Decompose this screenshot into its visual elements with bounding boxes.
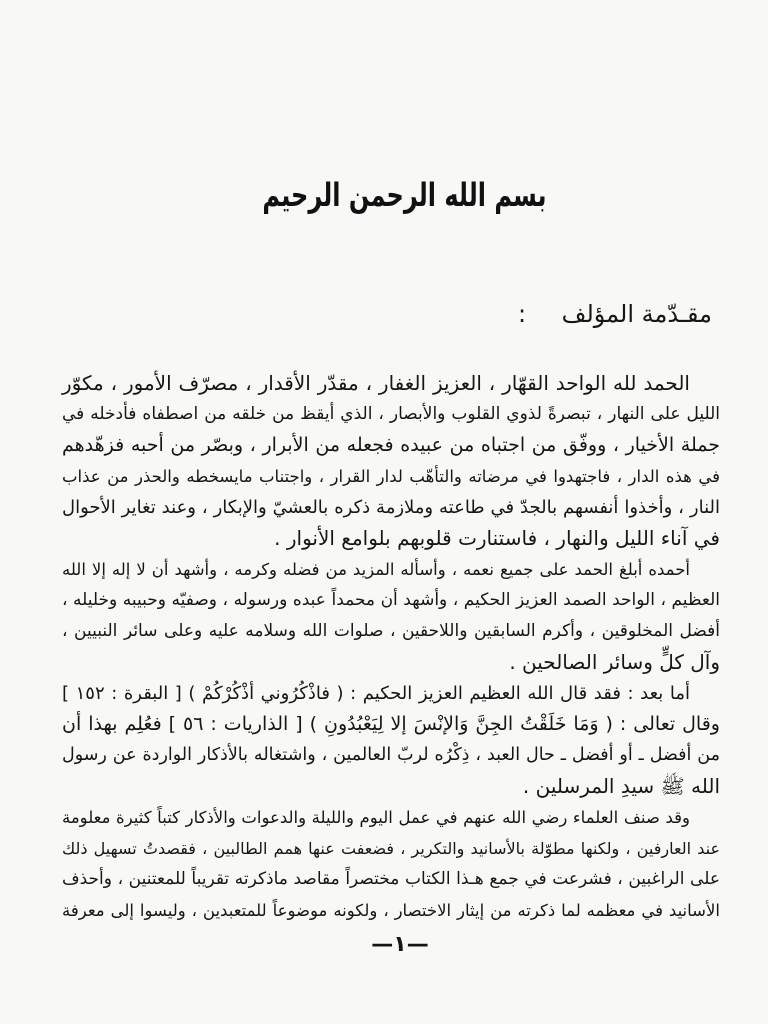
- text-line: وقال تعالى : ( وَمَا خَلَقْتُ الجِنَّ وَالإنْسَ إلا لِيَعْبُدُونِ ) [ الذاريات : ٥٦ ] فعُلِم بهذا أن: [62, 713, 720, 735]
- text-line: الليل على النهار ، تبصرةً لذوي القلوب والأبصار ، الذي أيقظ من خلقه من اصطفاه فأدخله في: [62, 404, 720, 424]
- basmala-calligraphy: [262, 150, 547, 240]
- text-line: العظيم ، الواحد الصمد العزيز الحكيم ، وأشهد أن محمداً عبده ورسوله ، وصفيّه وحبيبه وخليله ،: [62, 590, 720, 610]
- text-line: جملة الأخيار ، ووفّق من اجتباه من عبيده فجعله من الأبرار ، وبصّر من أحبه فزهّدهم: [62, 434, 720, 456]
- section-heading: مقـدّمة المؤلف: [561, 300, 712, 328]
- text-line: وقد صنف العلماء رضي الله عنهم في عمل اليوم والليلة والدعوات والأذكار كتباً كثيرة معلومة: [62, 808, 690, 827]
- paragraph: [62, 802, 720, 926]
- text-line: أحمده أبلغ الحمد على جميع نعمه ، وأسأله المزيد من فضله وكرمه ، وأشهد أن لا إله إلا الله: [62, 560, 690, 579]
- text-line: على الراغبين ، فشرعت في جمع هـذا الكتاب مختصراً مقاصد ماذكرته تقريباً للمعتنين ، وأحذف: [62, 869, 720, 889]
- heading-colon: :: [518, 300, 527, 328]
- text-line: في هذه الدار ، فاجتهدوا في مرضاته والتأهّب لدار القرار ، واجتناب مايسخطه والحذر من عذاب: [62, 467, 720, 486]
- page-number: —١—: [371, 932, 429, 957]
- text-line: وآل كلٍّ وسائر الصالحين .: [509, 650, 720, 674]
- paragraph: [62, 368, 720, 554]
- text-line: عند العارفين ، ولكنها مطوّلة بالأسانيد والتكرير ، فضعفت عنها همم الطالبين ، فقصدتُ تسهيل ذلك: [62, 839, 720, 858]
- basmala-text: بسم الله الرحمن الرحيم: [262, 176, 547, 214]
- text-line: الحمد لله الواحد القهّار ، العزيز الغفار ، مقدّر الأقدار ، مصرّف الأمور ، مكوّر: [62, 371, 690, 395]
- text-line: في آناء الليل والنهار ، فاستنارت قلوبهم بلوامع الأنوار .: [274, 526, 720, 550]
- paragraph: [62, 678, 720, 802]
- text-line: أفضل المخلوقين ، وأكرم السابقين واللاحقين ، صلوات الله وسلامه عليه وعلى سائر النبيين ،: [62, 621, 720, 641]
- text-line: أما بعد : فقد قال الله العظيم العزيز الحكيم : ( فاذْكُرُوني أذْكُرْكُمْ ) [ البقرة : ١٥٢ ]: [62, 683, 690, 704]
- text-line: الله ﷺ سيدِ المرسلين .: [522, 774, 720, 798]
- text-line: الأسانيد في معظمه لما ذكرته من إيثار الاختصار ، ولكونه موضوعاً للمتعبدين ، وليسوا إلى معرفة: [62, 901, 720, 920]
- text-line: النار ، وأخذوا أنفسهم بالجدّ في طاعته وملازمة ذكره بالعشيّ والإبكار ، وعند تغاير الأحوال: [62, 497, 720, 518]
- paragraph: [62, 554, 720, 678]
- text-body: [62, 368, 720, 926]
- text-line: من أفضل ـ أو أفضل ـ حال العبد ، ذِكْرُه لربّ العالمين ، واشتغاله بالأذكار الواردة عن رسول: [62, 745, 720, 765]
